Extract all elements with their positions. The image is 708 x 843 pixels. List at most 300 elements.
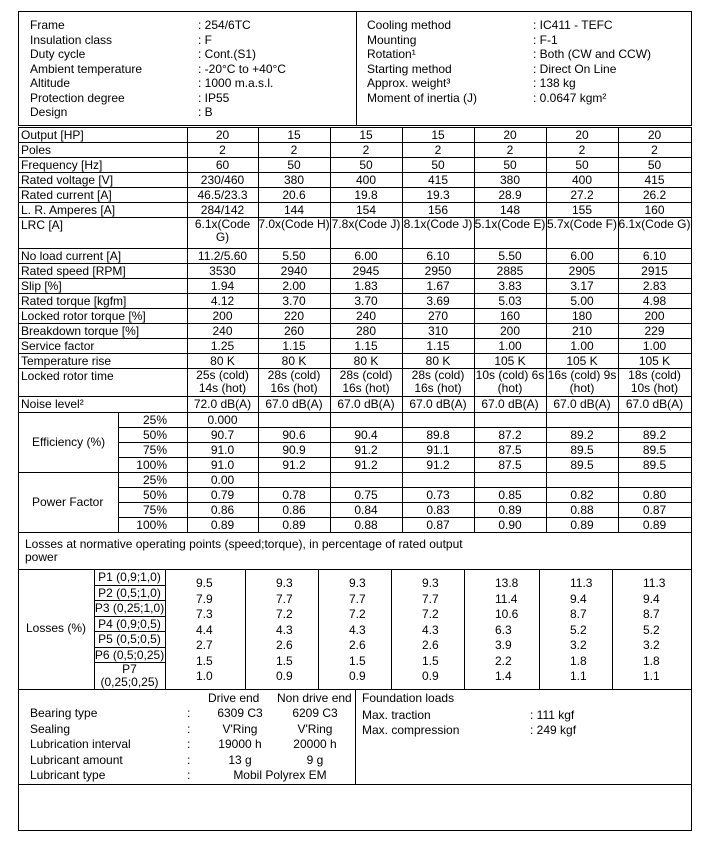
cell-value: 20 [215, 128, 230, 142]
cell-value: 26.2 [642, 188, 667, 202]
bearing-label: Lubricant type [30, 768, 106, 782]
cell-value: 89.2 [570, 428, 594, 442]
cell-value: 67.0 dB(A) [409, 397, 467, 411]
cell-value: 50 [575, 158, 589, 172]
cell-value: 284/142 [200, 203, 245, 217]
cell-value: 6.1x(Code G) [194, 217, 251, 244]
cell-value: 240 [212, 324, 233, 338]
rule [612, 569, 613, 689]
cell-value: 400 [355, 173, 377, 187]
row-label: L. R. Amperes [A] [21, 203, 116, 217]
cell-value: 200 [499, 324, 521, 338]
loss-value: 1.5 [276, 653, 293, 668]
loss-point: P7 (0,25;0,25) [100, 662, 159, 689]
header-value: : -20°C to +40°C [198, 61, 286, 76]
efficiency-label: Efficiency (%) [32, 435, 106, 449]
loss-value: 4.4 [196, 622, 213, 637]
loss-value: 7.7 [276, 591, 293, 606]
rule [318, 569, 319, 689]
loss-value: 7.7 [349, 591, 366, 606]
cell-value: 200 [644, 309, 665, 323]
loss-value: 7.2 [422, 607, 439, 621]
cell-value: 15 [287, 128, 301, 142]
loss-value: 3.9 [495, 638, 512, 652]
row-label: Breakdown torque [%] [21, 324, 140, 338]
loss-value: 8.7 [570, 607, 587, 621]
cell-value: 1.83 [354, 279, 378, 293]
cell-value: 67.0 dB(A) [625, 397, 684, 411]
cell-value: 0.90 [498, 518, 522, 532]
cell-value: 6.1x(Code G) [618, 217, 691, 231]
bearing-nondrive-value: 6209 C3 [292, 706, 338, 720]
cell-value: 240 [355, 309, 377, 323]
loss-value: 9.3 [349, 576, 366, 590]
loss-value: 4.3 [349, 622, 366, 637]
header-label: Moment of inertia (J) [367, 90, 478, 105]
cell-value: 90.4 [354, 428, 378, 442]
cell-value: 2885 [496, 264, 524, 278]
loss-value: 11.4 [495, 591, 518, 606]
cell-value: 2 [434, 143, 442, 157]
loss-point: P3 (0,25;1,0) [94, 601, 165, 615]
cell-value: 87.2 [498, 428, 522, 442]
cell-value: 0.89 [282, 518, 306, 532]
rule [464, 569, 465, 689]
bearing-nondrive-value: V'Ring [297, 721, 333, 736]
losses-label: Losses (%) [26, 621, 87, 635]
cell-value: 2 [290, 143, 298, 157]
cell-value: 0.89 [210, 518, 235, 532]
rule [356, 11, 357, 126]
cell-value: 1.15 [354, 339, 378, 353]
rule [165, 569, 166, 689]
header-label: Approx. weight³ [367, 76, 451, 90]
foundation-title: Foundation loads [362, 691, 455, 705]
cell-value: 91.2 [426, 458, 450, 472]
cell-value: 19.8 [354, 188, 378, 202]
cell-value: 7.8x(Code J) [331, 217, 401, 231]
loss-value: 2.2 [495, 653, 512, 668]
loss-value: 13.8 [495, 576, 519, 590]
cell-value: 2905 [568, 264, 596, 278]
cell-value: 0.79 [210, 488, 235, 502]
cell-value: 310 [427, 324, 449, 338]
cell-value: 0.73 [426, 488, 450, 502]
cell-value: 0.82 [570, 488, 594, 502]
cell-value: 2 [651, 143, 658, 157]
cell-value: 80 K [425, 354, 451, 368]
cell-value: 60 [215, 158, 230, 172]
cell-value: 415 [644, 173, 665, 187]
header-value: : 138 kg [533, 76, 576, 90]
cell-value: 0.88 [570, 503, 594, 517]
loss-value: 0.9 [276, 669, 293, 683]
bearing-colon: : [187, 768, 191, 782]
cell-value: 50 [359, 158, 373, 172]
cell-value: 0.87 [426, 518, 450, 532]
row-label: No load current [A] [21, 249, 122, 263]
cell-value: 0.84 [354, 503, 378, 517]
bearing-drive-value: 13 g [228, 752, 252, 767]
header-value: : Direct On Line [533, 61, 617, 76]
header-value: : 0.0647 kgm² [533, 90, 607, 105]
cell-value: 91.1 [426, 443, 450, 457]
cell-value: 87.5 [498, 443, 522, 457]
loss-value: 3.2 [570, 638, 587, 652]
cell-value: 91.2 [282, 458, 306, 472]
header-label: Mounting [367, 32, 417, 47]
cell-value: 89.5 [642, 458, 667, 472]
cell-value: 3.69 [426, 294, 450, 308]
loss-value: 3.2 [643, 638, 660, 652]
cell-value: 4.12 [210, 294, 235, 308]
load-label: 75% [142, 503, 167, 517]
foundation-label: Max. traction [362, 708, 431, 722]
cell-value: 105 K [566, 354, 598, 368]
rule [355, 689, 356, 784]
bearing-colon: : [187, 706, 191, 720]
header-value: : 1000 m.a.s.l. [198, 76, 274, 90]
cell-value: 1.15 [282, 339, 306, 353]
header-value: : IC411 - TEFC [533, 18, 613, 32]
cell-value: 1.00 [498, 339, 522, 353]
header-value: : B [198, 105, 213, 119]
foundation-value: : 111 kgf [530, 708, 575, 722]
bearing-head-nondrive: Non drive end [277, 691, 352, 705]
cell-value: 155 [571, 203, 593, 217]
cell-value: 80 K [281, 354, 307, 368]
cell-value: 2.00 [282, 279, 306, 293]
row-label: LRC [A] [21, 218, 64, 232]
cell-value: 2915 [641, 264, 668, 278]
loss-value: 9.5 [196, 576, 213, 590]
rule [245, 569, 246, 689]
cell-value: 90.7 [210, 428, 235, 442]
row-label: Service factor [21, 339, 95, 353]
cell-value: 80 K [210, 354, 235, 368]
power_factor-label: Power Factor [32, 495, 104, 509]
cell-value: 25s (cold) 14s (hot) [196, 368, 249, 395]
cell-value: 229 [644, 324, 665, 338]
cell-value: 5.50 [498, 249, 522, 263]
loss-value: 7.3 [196, 607, 213, 621]
cell-value: 220 [283, 309, 305, 323]
cell-value: 5.1x(Code E) [474, 217, 546, 231]
losses-title: Losses at normative operating points (speed;torque), in percentage of rated output power [25, 537, 463, 564]
cell-value: 144 [283, 203, 305, 217]
cell-value: 230/460 [200, 173, 245, 187]
loss-value: 2.6 [422, 638, 439, 652]
header-label: Altitude [30, 76, 71, 90]
loss-value: 5.2 [643, 622, 660, 637]
row-label: Rated speed [RPM] [21, 264, 126, 278]
header-label: Design [30, 105, 68, 119]
cell-value: 0.80 [642, 488, 667, 502]
cell-value: 0.88 [354, 518, 378, 532]
cell-value: 415 [427, 173, 449, 187]
bearing-colon: : [187, 721, 191, 736]
loss-value: 0.9 [422, 669, 439, 683]
cell-value: 105 K [494, 354, 526, 368]
header-label: Starting method [367, 61, 452, 76]
loss-point: P5 (0,5;0,5) [98, 632, 161, 646]
cell-value: 5.00 [570, 294, 594, 308]
cell-value: 270 [427, 309, 449, 323]
cell-value: 380 [499, 173, 521, 187]
cell-value: 16s (cold) 9s (hot) [547, 368, 617, 395]
loss-value: 8.7 [643, 607, 660, 621]
bearing-head-drive: Drive end [208, 691, 260, 705]
row-label: Locked rotor time [21, 369, 114, 383]
header-value: : F-1 [533, 32, 558, 47]
cell-value: 15 [431, 128, 445, 142]
loss-point: P2 (0,5;1,0) [98, 585, 161, 600]
cell-value: 0.00 [210, 473, 235, 487]
cell-value: 6.00 [354, 249, 378, 263]
cell-value: 1.67 [426, 279, 450, 293]
cell-value: 20 [503, 128, 517, 142]
cell-value: 18s (cold) 10s (hot) [628, 368, 681, 395]
header-label: Frame [30, 18, 65, 32]
cell-value: 2945 [352, 264, 380, 278]
cell-value: 160 [644, 203, 665, 217]
load-label: 25% [142, 413, 167, 427]
row-label: Frequency [Hz] [21, 158, 103, 172]
cell-value: 2940 [280, 264, 308, 278]
loss-value: 11.3 [570, 576, 593, 590]
cell-value: 91.2 [354, 458, 378, 472]
cell-value: 50 [503, 158, 517, 172]
bearing-nondrive-value: 9 g [306, 752, 324, 767]
bearing-label: Lubrication interval [30, 737, 131, 751]
loss-value: 2.6 [276, 638, 293, 652]
cell-value: 0.85 [498, 488, 522, 502]
row-label: Rated current [A] [21, 188, 112, 202]
cell-value: 91.0 [210, 458, 235, 472]
bearing-drive-value: 19000 h [218, 737, 262, 751]
cell-value: 50 [647, 158, 662, 172]
loss-value: 1.1 [570, 669, 587, 683]
cell-value: 400 [571, 173, 593, 187]
row-label: Noise level² [21, 397, 84, 411]
cell-value: 20 [647, 128, 662, 142]
cell-value: 0.86 [210, 503, 235, 517]
cell-value: 2 [506, 143, 514, 157]
loss-value: 4.3 [422, 622, 439, 637]
cell-value: 3.70 [282, 294, 306, 308]
loss-value: 10.6 [495, 607, 519, 621]
load-label: 100% [136, 518, 167, 532]
cell-value: 0.75 [354, 488, 378, 502]
row-label: Poles [21, 143, 52, 157]
cell-value: 80 K [353, 354, 379, 368]
loss-value: 1.8 [570, 653, 587, 668]
cell-value: 2.83 [642, 279, 667, 293]
loss-value: 1.5 [422, 653, 439, 668]
header-value: : IP55 [198, 90, 230, 105]
cell-value: 20 [575, 128, 589, 142]
cell-value: 67.0 dB(A) [265, 397, 323, 411]
loss-value: 1.1 [643, 669, 660, 683]
loss-point: P4 (0,9;0,5) [98, 616, 161, 631]
cell-value: 156 [427, 203, 449, 217]
cell-value: 28s (cold) 16s (hot) [267, 368, 321, 395]
loss-value: 9.3 [276, 576, 293, 590]
header-value: : Cont.(S1) [198, 47, 257, 61]
cell-value: 89.5 [642, 443, 667, 457]
cell-value: 154 [355, 203, 377, 217]
cell-value: 0.78 [282, 488, 306, 502]
cell-value: 380 [283, 173, 305, 187]
cell-value: 89.2 [642, 428, 667, 442]
cell-value: 0.86 [282, 503, 306, 517]
cell-value: 67.0 dB(A) [337, 397, 395, 411]
cell-value: 50 [431, 158, 445, 172]
cell-value: 28s (cold) 16s (hot) [411, 368, 465, 395]
cell-value: 89.5 [570, 458, 594, 472]
cell-value: 2 [362, 143, 370, 157]
foundation-label: Max. compression [362, 723, 460, 737]
loss-value: 1.5 [349, 653, 366, 668]
bearing-drive-value: V'Ring [222, 721, 258, 736]
loss-value: 5.2 [570, 622, 587, 637]
bearing-label: Lubricant amount [30, 752, 123, 767]
cell-value: 5.03 [498, 294, 522, 308]
cell-value: 90.6 [282, 428, 306, 442]
cell-value: 200 [212, 309, 233, 323]
bearing-value: Mobil Polyrex EM [233, 768, 327, 782]
cell-value: 2 [578, 143, 586, 157]
cell-value: 180 [571, 309, 593, 323]
cell-value: 148 [499, 203, 521, 217]
loss-value: 7.7 [422, 591, 439, 606]
bearing-label: Bearing type [30, 706, 98, 720]
header-label: Rotation¹ [367, 47, 416, 61]
loss-value: 6.3 [495, 622, 512, 637]
cell-value: 3.70 [354, 294, 378, 308]
cell-value: 90.9 [282, 443, 306, 457]
cell-value: 27.2 [570, 188, 594, 202]
cell-value: 4.98 [642, 294, 667, 308]
cell-value: 2 [219, 143, 226, 157]
cell-value: 28s (cold) 16s (hot) [339, 368, 393, 395]
load-label: 100% [136, 458, 167, 472]
cell-value: 1.00 [570, 339, 594, 353]
row-label: Slip [%] [21, 279, 62, 293]
cell-value: 0.89 [570, 518, 594, 532]
load-label: 75% [142, 443, 167, 457]
cell-value: 0.83 [426, 503, 450, 517]
cell-value: 46.5/23.3 [197, 188, 248, 202]
bearing-nondrive-value: 20000 h [293, 737, 337, 751]
cell-value: 1.15 [426, 339, 450, 353]
header-value: : Both (CW and CCW) [533, 47, 652, 61]
bearing-colon: : [187, 752, 191, 767]
loss-value: 9.3 [422, 576, 439, 590]
cell-value: 72.0 dB(A) [193, 397, 252, 411]
cell-value: 91.0 [210, 443, 235, 457]
cell-value: 105 K [638, 354, 671, 368]
header-value: : 254/6TC [198, 18, 251, 32]
cell-value: 2950 [424, 264, 452, 278]
cell-value: 5.7x(Code F) [546, 217, 618, 231]
row-label: Rated torque [kgfm] [21, 294, 127, 308]
cell-value: 3530 [209, 264, 236, 278]
bearing-colon: : [187, 737, 191, 751]
loss-value: 9.4 [570, 591, 587, 606]
cell-value: 0.000 [207, 413, 238, 427]
loss-value: 7.2 [349, 607, 366, 621]
cell-value: 1.25 [210, 339, 235, 353]
rule [18, 784, 691, 785]
rule [391, 569, 392, 689]
header-label: Protection degree [30, 90, 125, 105]
cell-value: 210 [571, 324, 593, 338]
loss-value: 1.5 [196, 653, 213, 668]
bearing-drive-value: 6309 C3 [217, 706, 263, 720]
cell-value: 8.1x(Code J) [403, 217, 473, 231]
row-label: Temperature rise [21, 354, 112, 368]
row-label: Locked rotor torque [%] [21, 309, 146, 323]
loss-value: 11.3 [643, 576, 666, 590]
cell-value: 260 [283, 324, 305, 338]
cell-value: 6.10 [426, 249, 450, 263]
loss-value: 4.3 [276, 622, 293, 637]
loss-value: 1.8 [643, 653, 660, 668]
cell-value: 89.5 [570, 443, 594, 457]
cell-value: 20.6 [282, 188, 306, 202]
cell-value: 87.5 [498, 458, 522, 472]
loss-value: 2.6 [349, 638, 366, 652]
load-label: 50% [142, 488, 167, 502]
loss-value: 7.2 [276, 607, 293, 621]
cell-value: 0.89 [642, 518, 667, 532]
cell-value: 50 [287, 158, 301, 172]
cell-value: 160 [499, 309, 521, 323]
cell-value: 19.3 [426, 188, 450, 202]
cell-value: 0.87 [642, 503, 667, 517]
loss-value: 7.9 [196, 591, 213, 606]
loss-value: 0.9 [349, 669, 366, 683]
loss-point: P6 (0,5;0,25) [94, 647, 165, 662]
loss-value: 2.7 [196, 638, 213, 652]
cell-value: 5.50 [282, 249, 306, 263]
header-label: Duty cycle [30, 47, 86, 61]
cell-value: 1.94 [210, 279, 235, 293]
loss-value: 9.4 [643, 591, 660, 606]
row-label: Output [HP] [21, 128, 84, 142]
cell-value: 91.2 [354, 443, 378, 457]
header-label: Ambient temperature [30, 61, 143, 76]
load-label: 50% [142, 428, 167, 442]
loss-value: 1.4 [495, 669, 512, 683]
loss-value: 1.0 [196, 669, 213, 683]
cell-value: 6.10 [642, 249, 667, 263]
load-label: 25% [142, 473, 167, 487]
cell-value: 0.89 [498, 503, 522, 517]
rule [539, 569, 540, 689]
cell-value: 7.0x(Code H) [258, 217, 330, 231]
cell-value: 6.00 [570, 249, 594, 263]
cell-value: 28.9 [498, 188, 522, 202]
cell-value: 67.0 dB(A) [481, 397, 539, 411]
cell-value: 280 [355, 324, 377, 338]
cell-value: 10s (cold) 6s (hot) [475, 368, 545, 395]
bearing-label: Sealing [30, 721, 71, 736]
cell-value: 67.0 dB(A) [553, 397, 611, 411]
cell-value: 15 [359, 128, 373, 142]
header-label: Cooling method [367, 18, 452, 32]
